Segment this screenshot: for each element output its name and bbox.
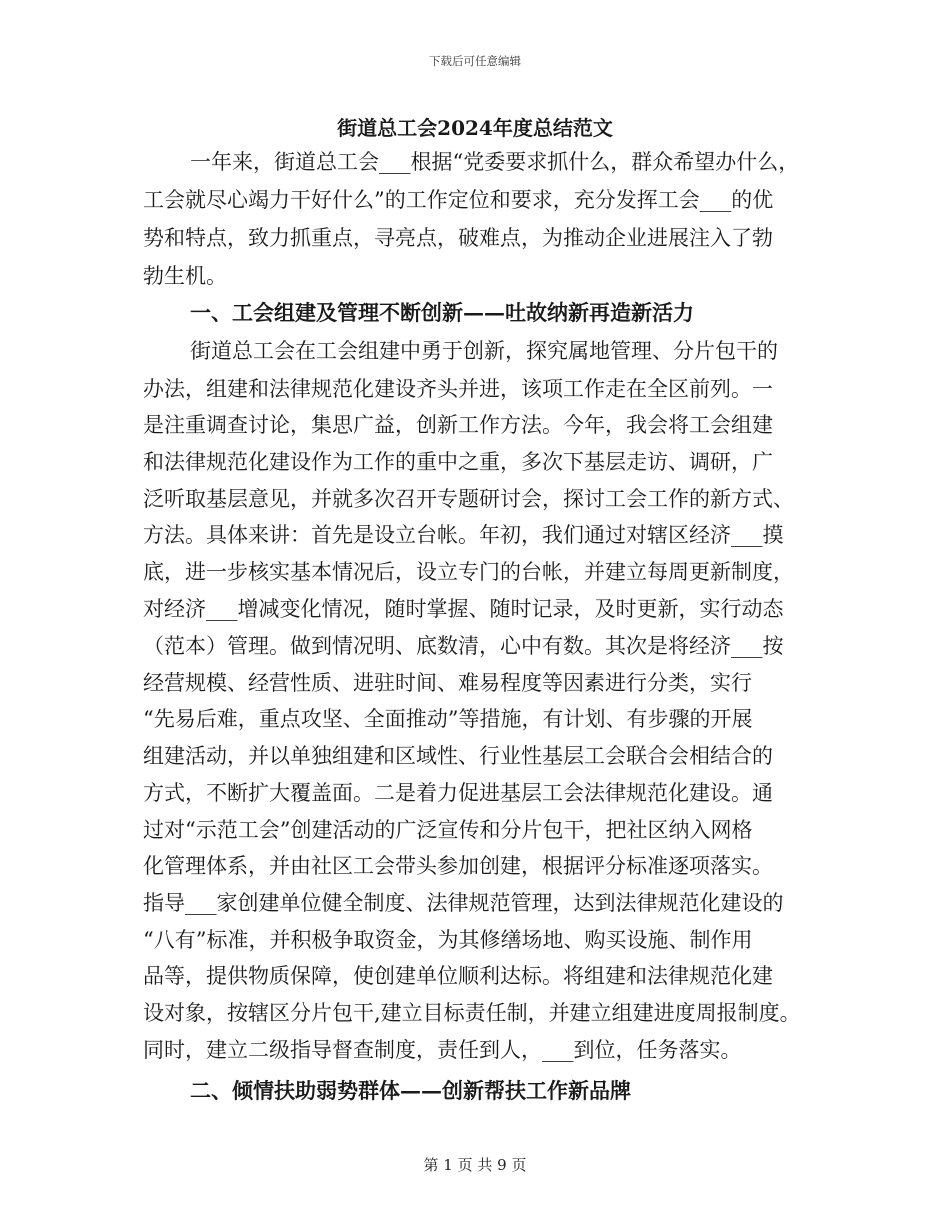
- paragraph-line: “八有”标准，并积极争取资金，为其修缮场地、购买设施、制作用: [143, 928, 753, 952]
- paragraph-line: 勃生机。: [143, 264, 227, 288]
- paragraph-line: 和法律规范化建设作为工作的重中之重，多次下基层走访、调研，广: [143, 450, 773, 474]
- paragraph-line: 方法。具体来讲：首先是设立台帐。年初，我们通过对辖区经济___摸: [143, 523, 784, 547]
- paragraph-line: 设对象，按辖区分片包干,建立目标责任制，并建立组建进度周报制度。: [143, 1001, 801, 1025]
- paragraph-line: 经营规模、经营性质、进驻时间、难易程度等因素进行分类，实行: [143, 671, 752, 695]
- paragraph-line: 势和特点，致力抓重点，寻亮点，破难点，为推动企业进展注入了勃: [143, 226, 773, 250]
- document-title: 街道总工会2024年度总结范文: [337, 116, 613, 140]
- paragraph-line: 街道总工会在工会组建中勇于创新，探究属地管理、分片包干的: [190, 339, 778, 363]
- paragraph-line: 底，进一步核实基本情况后，设立专门的台帐，并建立每周更新制度，: [143, 560, 794, 584]
- section-heading: 一、工会组建及管理不断创新——吐故纳新再造新活力: [190, 300, 694, 325]
- section-heading: 二、倾情扶助弱势群体——创新帮扶工作新品牌: [190, 1078, 631, 1103]
- paragraph-line: 指导___家创建单位健全制度、法律规范管理，达到法律规范化建设的: [143, 891, 784, 915]
- paragraph-line: 办法，组建和法律规范化建设齐头并进，该项工作走在全区前列。一: [143, 377, 773, 401]
- paragraph-line: 泛听取基层意见，并就多次召开专题研讨会，探讨工会工作的新方式、: [143, 487, 794, 511]
- paragraph-line: （范本）管理。做到情况明、底数清，心中有数。其次是将经济___按: [143, 634, 784, 658]
- paragraph-line: 是注重调查讨论，集思广益，创新工作方法。今年，我会将工会组建: [143, 413, 773, 437]
- paragraph-line: 对经济___增减变化情况，随时掌握、随时记录，及时更新，实行动态: [143, 597, 784, 621]
- paragraph-line: 品等，提供物质保障，使创建单位顺利达标。将组建和法律规范化建: [143, 964, 773, 988]
- paragraph-line: 同时，建立二级指导督查制度，责任到人，___到位，任务落实。: [143, 1038, 742, 1062]
- paragraph-line: 方式，不断扩大覆盖面。二是着力促进基层工会法律规范化建设。通: [143, 781, 773, 805]
- paragraph-line: 化管理体系，并由社区工会带头参加创建，根据评分标准逐项落实。: [143, 854, 773, 878]
- header-note: 下载后可任意编辑: [429, 54, 521, 68]
- paragraph-line: 工会就尽心竭力干好什么”的工作定位和要求，充分发挥工会___的优: [143, 188, 774, 212]
- paragraph-line: 一年来，街道总工会___根据“党委要求抓什么，群众希望办什么，: [190, 150, 800, 174]
- paragraph-line: “先易后难，重点攻坚、全面推动”等措施，有计划、有步骤的开展: [143, 707, 753, 731]
- paragraph-line: 组建活动，并以单独组建和区域性、行业性基层工会联合会相结合的: [143, 744, 773, 768]
- paragraph-line: 过对“示范工会”创建活动的广泛宣传和分片包干，把社区纳入网格: [143, 818, 753, 842]
- page-footer: 第 1 页 共 9 页: [423, 1156, 527, 1174]
